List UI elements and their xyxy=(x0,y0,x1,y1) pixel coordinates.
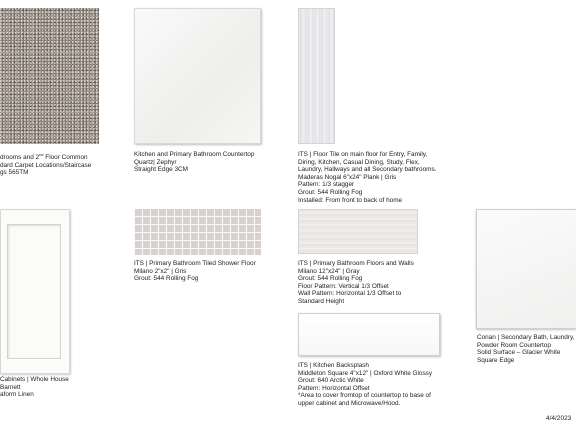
carpet-caption: drooms and 2nd Floor Common dard Carpet Locations/Staircase gs 565TM xyxy=(0,152,92,177)
plank-tile-caption: ITS | Floor Tile on main floor for Entry, Family, Diring, Kitchen, Casual Dining, Study, Flex, Laundry, Hallways and all Secondary bathrooms. Maderas Nogal 6"x24" Plank | Gris Pattern: 1/3 stagger Grout: 544 Rolling Fog Installed: From front to back of home xyxy=(298,151,437,204)
bathroom-floor-tile-swatch xyxy=(298,209,418,254)
backsplash-swatch xyxy=(298,313,440,356)
mosaic-tile-swatch xyxy=(134,209,261,255)
quartz-countertop-swatch xyxy=(134,8,261,144)
cabinet-caption: Cabinets | Whole House Barnett aform Linen xyxy=(0,376,69,399)
plank-tile-swatch xyxy=(298,8,335,144)
date-label: 4/4/2023 xyxy=(546,415,572,422)
carpet-swatch xyxy=(0,8,99,144)
cabinet-door-swatch xyxy=(0,209,70,374)
bathroom-floor-tile-caption: ITS | Primary Bathroom Floors and Walls Milano 12"x24" | Gray Grout: 544 Rolling Fog Floor Pattern: Vertical 1/3 Offset Wall Pattern: Horizontal 1/3 Offset to Standard Height xyxy=(298,260,414,305)
quartz-caption: Kitchen and Primary Bathroom Countertop Quartz| Zephyr Straight Edge 3CM xyxy=(134,151,255,174)
corian-swatch xyxy=(476,209,576,329)
backsplash-caption: ITS | Kitchen Backsplash Middleton Square 4"x12" | Oxford White Glossy Grout: 640 Arctic White Pattern: Horizontal Offset *Area to cover fromtop of countertop to base of upper cabinet and Microwave/Hood. xyxy=(298,362,433,407)
cabinet-door-panel xyxy=(7,224,61,359)
corian-caption: Corian | Secondary Bath, Laundry, Powder Room Countertop Solid Surface – Glacier White Square Edge xyxy=(477,334,575,364)
mosaic-caption: ITS | Primary Bathroom Tiled Shower Floor Milano 2"x2" | Gris Grout: 544 Rolling Fog xyxy=(134,260,256,283)
